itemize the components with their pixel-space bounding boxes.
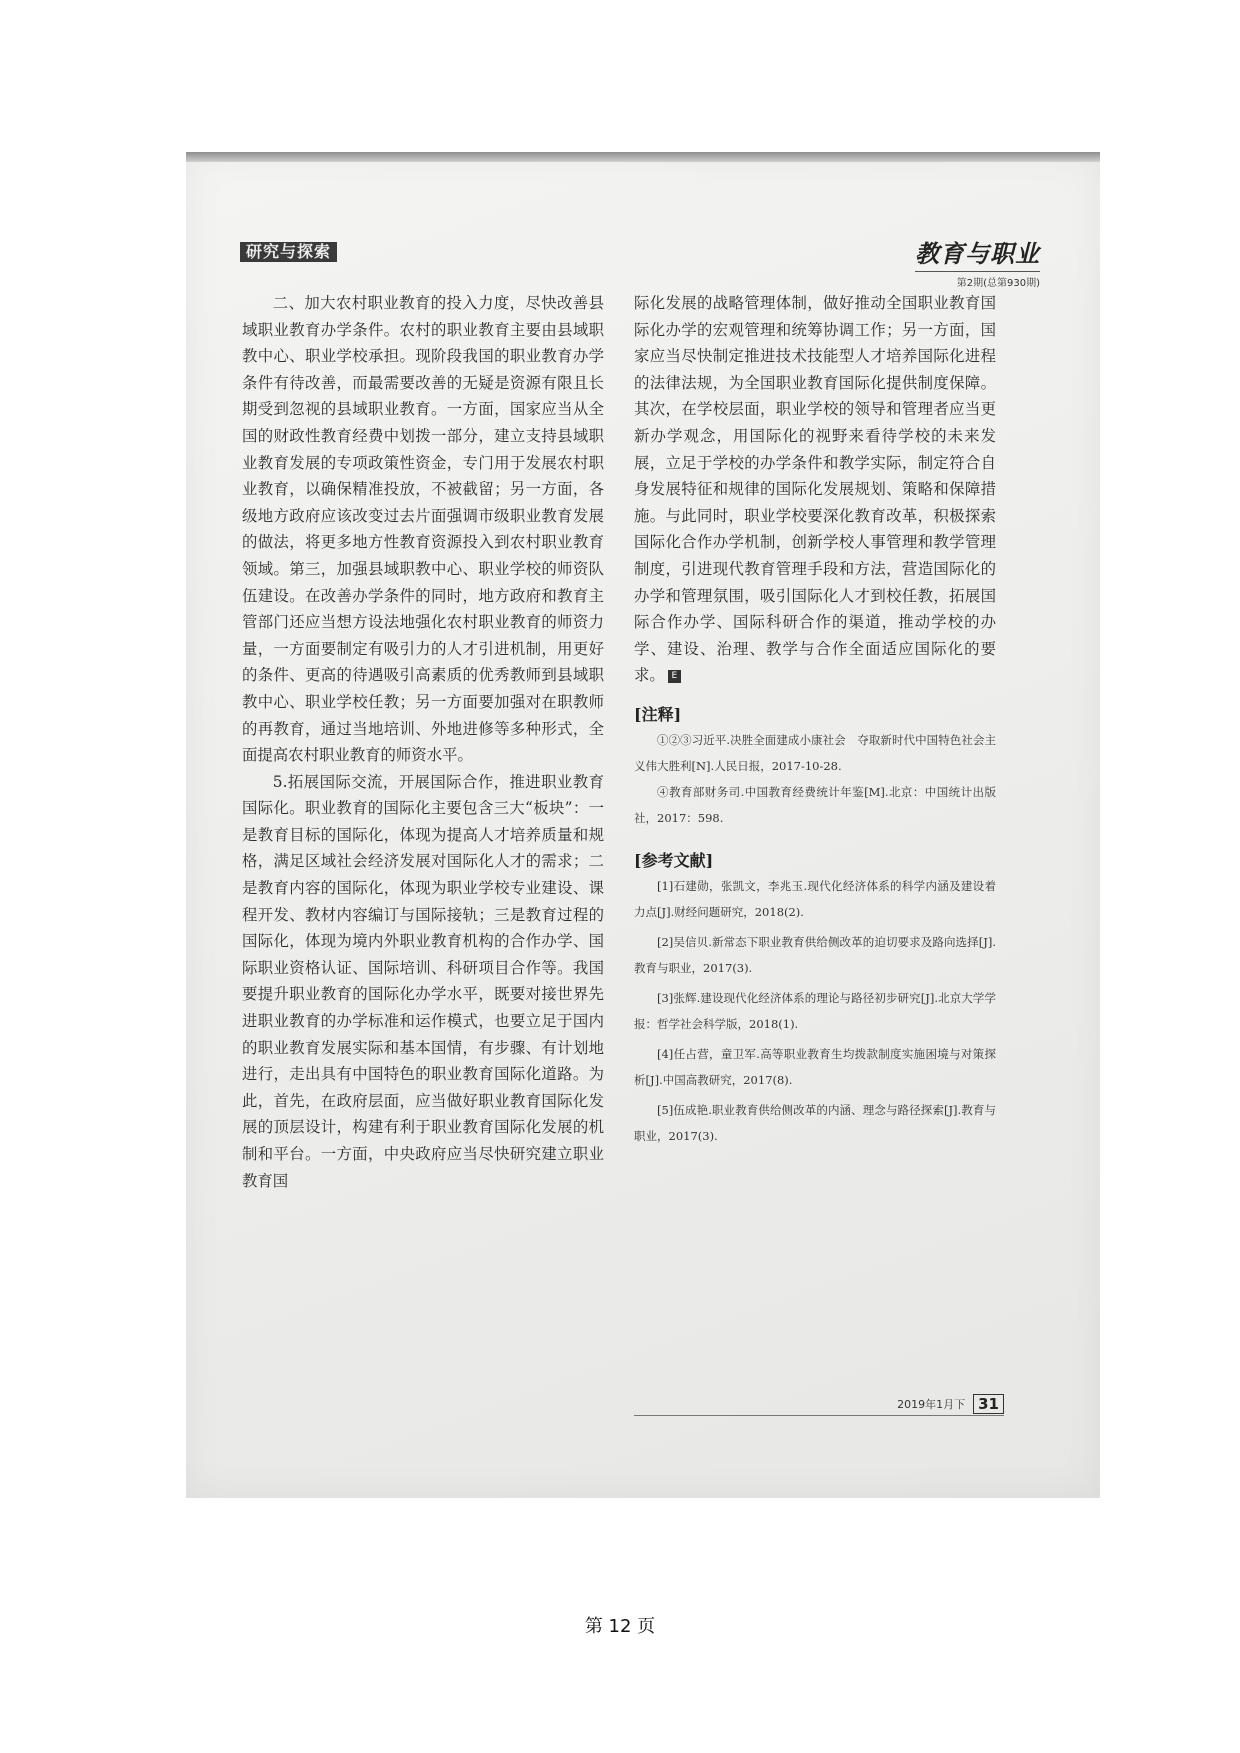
left-column: [242, 290, 604, 1194]
journal-footer: [897, 1394, 1004, 1414]
document-page-number: 第 12 页: [584, 1616, 656, 1637]
reference-item: [1]石建勋，张凯文，李兆玉.现代化经济体系的科学内涵及建设着力点[J].财经问题研究，2018(2).: [634, 878, 996, 919]
reference-item: [2]吴信贝.新常态下职业教育供给侧改革的迫切要求及路向选择[J].教育与职业，2017(3).: [634, 934, 996, 975]
reference-item: [4]任占营，童卫军.高等职业教育生均拨款制度实施困境与对策探析[J].中国高教研究，2017(8).: [634, 1046, 996, 1087]
footer-date: 2019年1月下: [897, 1398, 966, 1411]
reference-item: [5]伍成艳.职业教育供给侧改革的内涵、理念与路径探索[J].教育与职业，2017(3).: [634, 1102, 996, 1143]
paragraph-text: 际化发展的战略管理体制，做好推动全国职业教育国际化办学的宏观管理和统筹协调工作；另一方面，国家应当尽快制定推进技术技能型人才培养国际化进程的法律法规，为全国职业教育国际化提供制度保障。其次，在学校层面，职业学校的领导和管理者应当更新办学观念，用国际化的视野来看待学校的未来发展，立足于学校的办学条件和教学实际，制定符合自身发展特征和规律的国际化发展规划、策略和保障措施。与此同时，职业学校要深化教育改革，积极探索国际化合作办学机制，创新学校人事管理和教学管理制度，引进现代教育管理手段和方法，营造国际化的办学和管理氛围，吸引国际化人才到校任教，拓展国际合作办学、国际科研合作的渠道，推动学校的办学、建设、治理、教学与合作全面适应国际化的要求。: [634, 294, 996, 685]
references-heading: [参考文献]: [634, 850, 714, 870]
paragraph: [634, 290, 996, 689]
footer-rule: [634, 1415, 1004, 1416]
photo-edge-shadow: [186, 152, 1100, 162]
end-of-article-icon: E: [668, 670, 681, 683]
journal-page-number: 31: [973, 1394, 1004, 1414]
journal-title: 教育与职业: [915, 239, 1040, 268]
section-label: 研究与探索: [240, 242, 337, 262]
note-item: ①②③习近平.决胜全面建成小康社会 夺取新时代中国特色社会主义伟大胜利[N].人民日报，2017-10-28.: [634, 732, 996, 773]
journal-issue: 第2期(总第930期): [915, 271, 1040, 289]
notes-heading: [注释]: [634, 704, 682, 724]
scanned-page-photo: [186, 152, 1100, 1498]
journal-header: [915, 234, 1040, 289]
right-column: [634, 290, 996, 1153]
note-item: ④教育部财务司.中国教育经费统计年鉴[M].北京：中国统计出版社，2017：598.: [634, 784, 996, 825]
paragraph: 5.拓展国际交流，开展国际合作，推进职业教育国际化。职业教育的国际化主要包含三大“板块”：一是教育目标的国际化，体现为提高人才培养质量和规格，满足区域社会经济发展对国际化人才的需求；二是教育内容的国际化，体现为职业学校专业建设、课程开发、教材内容编订与国际接轨；三是教育过程的国际化，体现为境内外职业教育机构的合作办学、国际职业资格认证、国际培训、科研项目合作等。我国要提升职业教育的国际化办学水平，既要对接世界先进职业教育的办学标准和运作模式，也要立足于国内的职业教育发展实际和基本国情，有步骤、有计划地进行，走出具有中国特色的职业教育国际化道路。为此，首先，在政府层面，应当做好职业教育国际化发展的顶层设计，构建有利于职业教育国际化发展的机制和平台。一方面，中央政府应当尽快研究建立职业教育国: [242, 772, 604, 1190]
reference-item: [3]张辉.建设现代化经济体系的理论与路径初步研究[J].北京大学学报：哲学社会科学版，2018(1).: [634, 990, 996, 1031]
paragraph: 二、加大农村职业教育的投入力度，尽快改善县域职业教育办学条件。农村的职业教育主要由县域职教中心、职业学校承担。现阶段我国的职业教育办学条件有待改善，而最需要改善的无疑是资源有限且长期受到忽视的县域职业教育。一方面，国家应当从全国的财政性教育经费中划拨一部分，建立支持县域职业教育发展的专项政策性资金，专门用于发展农村职业教育，以确保精准投放，不被截留；另一方面，各级地方政府应该改变过去片面强调市级职业教育发展的做法，将更多地方性教育资源投入到农村职业教育领域。第三，加强县域职教中心、职业学校的师资队伍建设。在改善办学条件的同时，地方政府和教育主管部门还应当想方设法地强化农村职业教育的师资力量，一方面要制定有吸引力的人才引进机制，用更好的条件、更高的待遇吸引高素质的优秀教师到县域职教中心、职业学校任教；另一方面要加强对在职教师的再教育，通过当地培训、外地进修等多种形式，全面提高农村职业教育的师资水平。: [242, 294, 604, 765]
